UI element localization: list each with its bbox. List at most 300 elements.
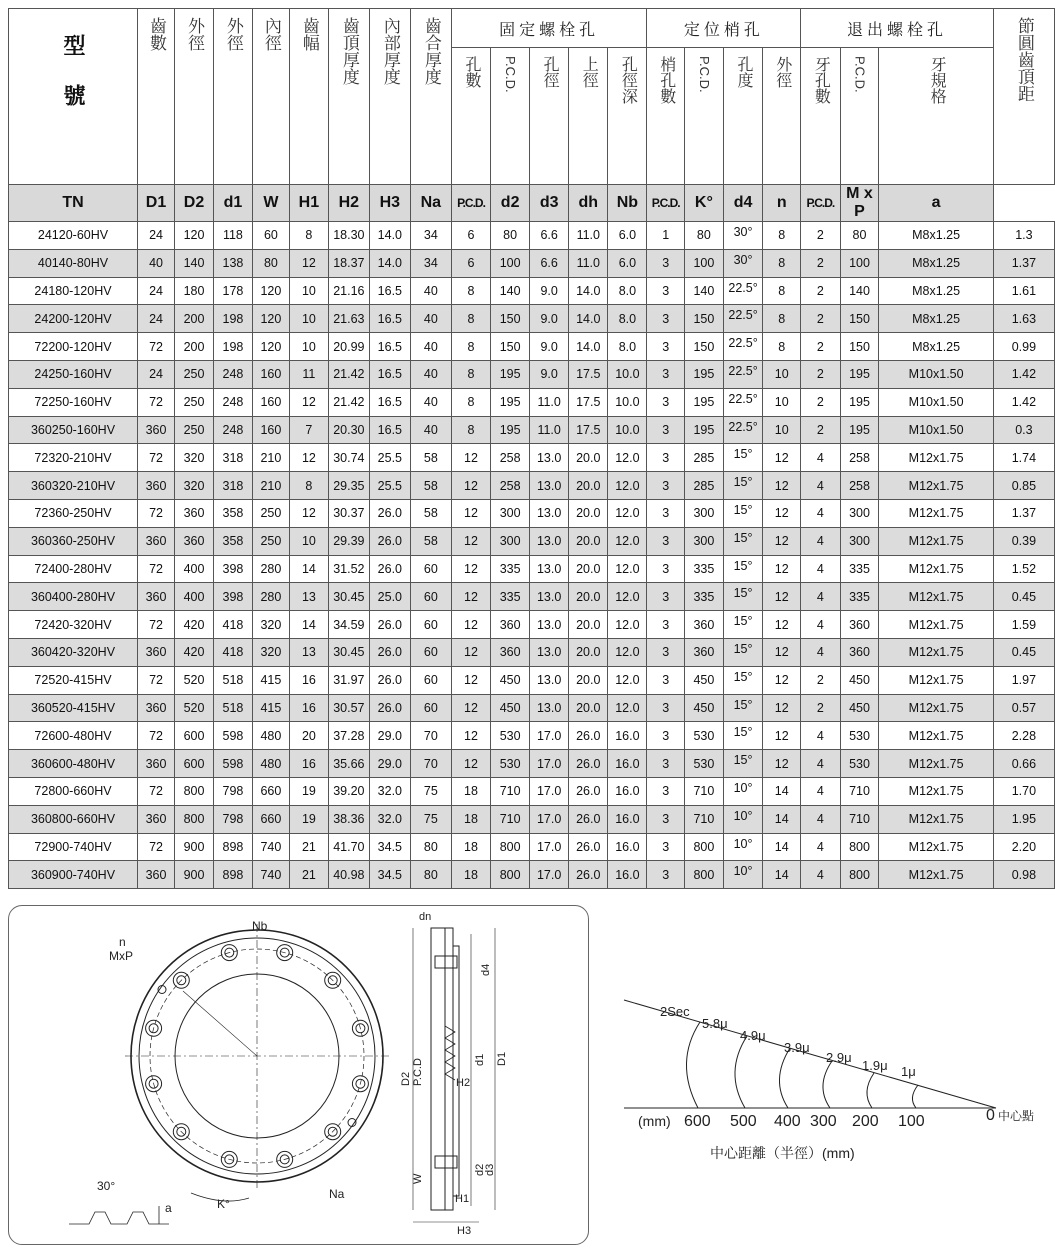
table-cell: 210 xyxy=(252,472,289,500)
table-cell: 1.74 xyxy=(993,444,1054,472)
subheader-text-10: P.C.D. xyxy=(852,56,868,93)
table-cell: 195 xyxy=(491,360,530,388)
table-cell: 14 xyxy=(289,555,328,583)
table-cell: 4 xyxy=(801,499,840,527)
table-cell: 250 xyxy=(252,499,289,527)
group-locating-pin: 定位梢孔 xyxy=(647,9,801,48)
table-cell: 660 xyxy=(252,805,289,833)
table-cell: 320 xyxy=(175,472,214,500)
table-cell: 60 xyxy=(410,611,451,639)
table-cell: 80 xyxy=(410,861,451,889)
group-ejector-bolt: 退出螺栓孔 xyxy=(801,9,994,48)
table-cell: 31.52 xyxy=(328,555,369,583)
table-cell: 2 xyxy=(801,249,840,277)
table-cell: 8 xyxy=(763,305,801,333)
chart-label-1: 5.8μ xyxy=(702,1016,728,1031)
label-d4: d4 xyxy=(480,963,492,976)
table-cell: M12x1.75 xyxy=(879,472,993,500)
table-cell: 200 xyxy=(175,305,214,333)
table-cell: 12.0 xyxy=(608,472,647,500)
table-cell: 21 xyxy=(289,833,328,861)
table-cell: 26.0 xyxy=(569,861,608,889)
table-cell: 6.6 xyxy=(530,222,569,250)
table-cell: M12x1.75 xyxy=(879,555,993,583)
table-cell: 798 xyxy=(213,777,252,805)
table-cell: 1.37 xyxy=(993,499,1054,527)
table-cell: 200 xyxy=(175,333,214,361)
table-cell: 34.5 xyxy=(369,861,410,889)
table-cell: 3 xyxy=(647,694,684,722)
table-cell: 420 xyxy=(175,611,214,639)
chart-label-5: 1.9μ xyxy=(862,1058,888,1073)
table-row xyxy=(9,722,1055,750)
table-cell: 2.20 xyxy=(993,833,1054,861)
table-cell: 140 xyxy=(840,277,879,305)
table-cell: 16 xyxy=(289,750,328,778)
table-cell: 800 xyxy=(684,861,723,889)
symbol-19: M x P xyxy=(840,185,879,222)
table-cell: 518 xyxy=(213,666,252,694)
table-cell: 14.0 xyxy=(369,222,410,250)
table-cell: 40 xyxy=(410,333,451,361)
table-cell: 24120-60HV xyxy=(9,222,138,250)
table-row xyxy=(9,305,1055,333)
table-cell: 335 xyxy=(684,583,723,611)
table-cell: M12x1.75 xyxy=(879,777,993,805)
table-cell: 0.85 xyxy=(993,472,1054,500)
table-cell: M12x1.75 xyxy=(879,694,993,722)
table-cell: 1.37 xyxy=(993,249,1054,277)
table-cell: 898 xyxy=(213,833,252,861)
table-cell: 3 xyxy=(647,638,684,666)
table-cell: 600 xyxy=(175,722,214,750)
table-cell: 0.3 xyxy=(993,416,1054,444)
subheader-text-6: P.C.D. xyxy=(696,56,712,93)
table-cell: 360 xyxy=(138,638,175,666)
table-cell: 24180-120HV xyxy=(9,277,138,305)
table-cell: 800 xyxy=(840,861,879,889)
header-pitch-text: 節圓齒頂距 xyxy=(1014,17,1034,102)
table-cell: 15° xyxy=(723,583,762,611)
table-cell: 100 xyxy=(840,249,879,277)
table-cell: 10° xyxy=(723,833,762,861)
table-cell: 320 xyxy=(252,611,289,639)
table-cell: 800 xyxy=(684,833,723,861)
table-cell: 450 xyxy=(491,694,530,722)
table-cell: 72400-280HV xyxy=(9,555,138,583)
table-cell: 40 xyxy=(410,388,451,416)
table-row xyxy=(9,277,1055,305)
table-cell: 3 xyxy=(647,722,684,750)
table-row xyxy=(9,611,1055,639)
table-cell: 335 xyxy=(491,583,530,611)
table-cell: 26.0 xyxy=(569,777,608,805)
table-cell: 300 xyxy=(684,527,723,555)
table-cell: 150 xyxy=(840,333,879,361)
subheader-text-4: 孔徑深 xyxy=(619,56,637,104)
table-cell: 72800-660HV xyxy=(9,777,138,805)
table-cell: 8 xyxy=(451,333,490,361)
table-cell: 26.0 xyxy=(569,750,608,778)
table-cell: M10x1.50 xyxy=(879,416,993,444)
table-cell: 4 xyxy=(801,472,840,500)
subheader-text-11: 牙規格 xyxy=(928,56,946,104)
table-cell: 2 xyxy=(801,360,840,388)
table-cell: 24250-160HV xyxy=(9,360,138,388)
table-cell: 250 xyxy=(175,416,214,444)
symbol-16: d4 xyxy=(723,185,762,222)
table-cell: 24 xyxy=(138,277,175,305)
table-cell: 22.5° xyxy=(723,333,762,361)
table-cell: 8 xyxy=(451,305,490,333)
table-cell: 40.98 xyxy=(328,861,369,889)
table-cell: M8x1.25 xyxy=(879,333,993,361)
table-row xyxy=(9,638,1055,666)
symbol-13: Nb xyxy=(608,185,647,222)
table-cell: 13.0 xyxy=(530,694,569,722)
table-cell: 17.0 xyxy=(530,777,569,805)
table-cell: 2 xyxy=(801,416,840,444)
table-cell: 17.0 xyxy=(530,861,569,889)
table-cell: 14 xyxy=(763,861,801,889)
table-cell: 10 xyxy=(289,527,328,555)
subheader-text-5: 梢孔數 xyxy=(657,56,675,104)
table-cell: 26.0 xyxy=(369,694,410,722)
table-cell: 20.0 xyxy=(569,583,608,611)
table-cell: 12 xyxy=(289,388,328,416)
table-cell: 6 xyxy=(451,222,490,250)
table-cell: 160 xyxy=(252,360,289,388)
label-nb: Nb xyxy=(252,919,268,933)
table-cell: 10 xyxy=(289,333,328,361)
table-cell: 0.45 xyxy=(993,638,1054,666)
table-cell: 21.16 xyxy=(328,277,369,305)
label-d1: d1 xyxy=(474,1053,486,1066)
table-cell: M10x1.50 xyxy=(879,388,993,416)
table-cell: 12 xyxy=(763,611,801,639)
table-cell: 3 xyxy=(647,333,684,361)
table-cell: 3 xyxy=(647,444,684,472)
table-cell: 4 xyxy=(801,777,840,805)
table-cell: 360 xyxy=(684,638,723,666)
table-cell: 2 xyxy=(801,388,840,416)
table-cell: 72250-160HV xyxy=(9,388,138,416)
table-cell: 280 xyxy=(252,583,289,611)
table-cell: 8.0 xyxy=(608,305,647,333)
table-cell: 17.5 xyxy=(569,388,608,416)
table-cell: 30.45 xyxy=(328,583,369,611)
tick-300: 300 xyxy=(810,1113,837,1130)
table-cell: 10 xyxy=(763,388,801,416)
table-cell: 40 xyxy=(410,360,451,388)
table-cell: 1.52 xyxy=(993,555,1054,583)
table-cell: 1 xyxy=(647,222,684,250)
table-cell: 3 xyxy=(647,305,684,333)
symbol-15: K° xyxy=(684,185,723,222)
table-cell: 12 xyxy=(763,750,801,778)
table-cell: 210 xyxy=(252,444,289,472)
table-cell: 12.0 xyxy=(608,527,647,555)
table-cell: 285 xyxy=(684,472,723,500)
table-cell: 80 xyxy=(410,833,451,861)
table-cell: 12 xyxy=(763,472,801,500)
tick-200: 200 xyxy=(852,1113,879,1130)
table-cell: 140 xyxy=(175,249,214,277)
table-cell: 29.35 xyxy=(328,472,369,500)
table-cell: 32.0 xyxy=(369,777,410,805)
symbol-9: P.C.D. xyxy=(451,185,490,222)
table-cell: 8 xyxy=(451,360,490,388)
table-cell: 7 xyxy=(289,416,328,444)
table-cell: 4 xyxy=(801,555,840,583)
table-cell: 360 xyxy=(138,805,175,833)
table-cell: 18 xyxy=(451,861,490,889)
table-cell: 358 xyxy=(213,527,252,555)
tick-100: 100 xyxy=(898,1113,925,1130)
table-cell: 160 xyxy=(252,388,289,416)
table-cell: 16.0 xyxy=(608,833,647,861)
table-cell: 258 xyxy=(491,472,530,500)
table-cell: 4 xyxy=(801,750,840,778)
subheader-10 xyxy=(840,48,879,185)
table-cell: 2 xyxy=(801,305,840,333)
table-cell: 600 xyxy=(175,750,214,778)
table-cell: 660 xyxy=(252,777,289,805)
table-cell: 9.0 xyxy=(530,333,569,361)
table-cell: 12 xyxy=(763,694,801,722)
table-cell: M12x1.75 xyxy=(879,638,993,666)
table-cell: 4 xyxy=(801,805,840,833)
subheader-0 xyxy=(451,48,490,185)
table-cell: 1.70 xyxy=(993,777,1054,805)
table-row xyxy=(9,777,1055,805)
table-cell: 798 xyxy=(213,805,252,833)
table-cell: 450 xyxy=(491,666,530,694)
table-cell: 12 xyxy=(451,638,490,666)
table-cell: 70 xyxy=(410,750,451,778)
table-cell: 72420-320HV xyxy=(9,611,138,639)
table-cell: 30.74 xyxy=(328,444,369,472)
table-cell: 3 xyxy=(647,416,684,444)
subheader-text-7: 孔度 xyxy=(735,56,753,88)
accuracy-chart-svg xyxy=(612,990,1052,1190)
table-cell: 250 xyxy=(175,360,214,388)
table-cell: 22.5° xyxy=(723,305,762,333)
table-cell: 3 xyxy=(647,472,684,500)
table-cell: 360600-480HV xyxy=(9,750,138,778)
table-cell: 16 xyxy=(289,666,328,694)
table-cell: 12 xyxy=(451,499,490,527)
table-cell: 16 xyxy=(289,694,328,722)
table-cell: 17.5 xyxy=(569,416,608,444)
table-cell: 12.0 xyxy=(608,666,647,694)
table-cell: 40 xyxy=(410,305,451,333)
table-cell: 248 xyxy=(213,416,252,444)
table-cell: 10.0 xyxy=(608,416,647,444)
table-cell: 15° xyxy=(723,527,762,555)
table-cell: 12.0 xyxy=(608,583,647,611)
table-cell: 0.66 xyxy=(993,750,1054,778)
table-cell: 8.0 xyxy=(608,277,647,305)
table-cell: 360 xyxy=(138,527,175,555)
table-cell: 6 xyxy=(451,249,490,277)
table-cell: 415 xyxy=(252,666,289,694)
header-id xyxy=(252,9,289,185)
table-row xyxy=(9,750,1055,778)
table-cell: 12.0 xyxy=(608,638,647,666)
table-cell: 12 xyxy=(289,499,328,527)
table-cell: 280 xyxy=(252,555,289,583)
table-cell: M12x1.75 xyxy=(879,583,993,611)
table-cell: 320 xyxy=(175,444,214,472)
table-cell: 120 xyxy=(252,333,289,361)
table-cell: 140 xyxy=(684,277,723,305)
table-cell: 1.97 xyxy=(993,666,1054,694)
table-cell: 195 xyxy=(840,360,879,388)
table-cell: 150 xyxy=(684,333,723,361)
table-cell: 20.0 xyxy=(569,694,608,722)
table-cell: 3 xyxy=(647,611,684,639)
table-cell: 10 xyxy=(289,305,328,333)
table-cell: 60 xyxy=(410,583,451,611)
table-cell: 26.0 xyxy=(569,833,608,861)
table-cell: 3 xyxy=(647,527,684,555)
symbol-12: dh xyxy=(569,185,608,222)
table-cell: 360250-160HV xyxy=(9,416,138,444)
table-cell: M12x1.75 xyxy=(879,611,993,639)
table-cell: 3 xyxy=(647,666,684,694)
table-cell: 8 xyxy=(763,333,801,361)
table-cell: 900 xyxy=(175,861,214,889)
table-cell: 38.36 xyxy=(328,805,369,833)
table-cell: 318 xyxy=(213,444,252,472)
table-cell: 12 xyxy=(763,527,801,555)
table-cell: 17.0 xyxy=(530,833,569,861)
table-cell: 180 xyxy=(175,277,214,305)
spec-table xyxy=(8,8,1055,889)
table-cell: 195 xyxy=(684,388,723,416)
table-cell: M8x1.25 xyxy=(879,249,993,277)
table-cell: 72360-250HV xyxy=(9,499,138,527)
table-cell: 120 xyxy=(252,305,289,333)
table-cell: 12 xyxy=(451,527,490,555)
table-cell: 195 xyxy=(840,388,879,416)
table-cell: 39.20 xyxy=(328,777,369,805)
table-cell: M8x1.25 xyxy=(879,222,993,250)
table-cell: 258 xyxy=(491,444,530,472)
table-cell: 37.28 xyxy=(328,722,369,750)
table-cell: 75 xyxy=(410,777,451,805)
label-angle: 30° xyxy=(97,1179,116,1193)
table-cell: 4 xyxy=(801,833,840,861)
subheader-text-9: 牙孔數 xyxy=(812,56,830,104)
table-cell: 1.3 xyxy=(993,222,1054,250)
table-cell: 72 xyxy=(138,722,175,750)
table-cell: 29.39 xyxy=(328,527,369,555)
subheader-6 xyxy=(684,48,723,185)
table-row xyxy=(9,249,1055,277)
symbol-17: n xyxy=(763,185,801,222)
table-cell: 16.5 xyxy=(369,388,410,416)
table-cell: 710 xyxy=(491,805,530,833)
table-cell: 15° xyxy=(723,499,762,527)
table-cell: 2.28 xyxy=(993,722,1054,750)
table-cell: 4 xyxy=(801,527,840,555)
chart-unit: (mm) xyxy=(638,1113,671,1129)
table-cell: 20.0 xyxy=(569,527,608,555)
table-cell: 250 xyxy=(252,527,289,555)
front-view xyxy=(125,924,389,1201)
table-cell: 22.5° xyxy=(723,360,762,388)
table-cell: 16.5 xyxy=(369,333,410,361)
table-cell: 25.5 xyxy=(369,444,410,472)
table-cell: 0.45 xyxy=(993,583,1054,611)
table-cell: 10.0 xyxy=(608,388,647,416)
table-cell: 20.0 xyxy=(569,444,608,472)
table-cell: 598 xyxy=(213,750,252,778)
table-cell: 12.0 xyxy=(608,694,647,722)
table-cell: 18 xyxy=(451,777,490,805)
model-header-text: 型號 xyxy=(61,34,86,134)
table-cell: 19 xyxy=(289,777,328,805)
table-cell: 40 xyxy=(410,277,451,305)
table-cell: 3 xyxy=(647,583,684,611)
table-cell: 530 xyxy=(491,722,530,750)
table-cell: 258 xyxy=(840,472,879,500)
table-cell: 12.0 xyxy=(608,499,647,527)
table-cell: 150 xyxy=(840,305,879,333)
table-cell: 800 xyxy=(491,861,530,889)
table-cell: 360320-210HV xyxy=(9,472,138,500)
table-cell: 20.0 xyxy=(569,611,608,639)
label-h3: H3 xyxy=(457,1225,472,1237)
table-cell: 0.39 xyxy=(993,527,1054,555)
subheader-8 xyxy=(763,48,801,185)
table-cell: 13 xyxy=(289,638,328,666)
table-cell: 13.0 xyxy=(530,555,569,583)
table-cell: 17.0 xyxy=(530,722,569,750)
table-cell: 195 xyxy=(491,388,530,416)
group-fixed-bolt: 固定螺栓孔 xyxy=(451,9,647,48)
table-cell: 18.30 xyxy=(328,222,369,250)
table-cell: 120 xyxy=(175,222,214,250)
table-cell: 898 xyxy=(213,861,252,889)
table-cell: 178 xyxy=(213,277,252,305)
table-cell: 4 xyxy=(801,583,840,611)
table-cell: 12 xyxy=(451,694,490,722)
table-cell: 140 xyxy=(491,277,530,305)
gear-drawing-panel xyxy=(8,905,589,1245)
table-cell: 3 xyxy=(647,861,684,889)
table-cell: 300 xyxy=(491,527,530,555)
table-cell: 450 xyxy=(684,694,723,722)
header-pitch xyxy=(993,9,1054,185)
chart-label-0: 2Sec xyxy=(660,1004,690,1019)
table-cell: 30° xyxy=(723,249,762,277)
table-cell: 360800-660HV xyxy=(9,805,138,833)
label-na: Na xyxy=(329,1187,345,1201)
symbol-7: H3 xyxy=(369,185,410,222)
symbol-3: d1 xyxy=(213,185,252,222)
table-cell: 520 xyxy=(175,666,214,694)
table-cell: 3 xyxy=(647,805,684,833)
table-cell: 12 xyxy=(451,750,490,778)
header-width-text: 齒幅 xyxy=(299,17,319,51)
tick-500: 500 xyxy=(730,1113,757,1130)
table-cell: 360360-250HV xyxy=(9,527,138,555)
table-cell: 14 xyxy=(763,805,801,833)
header-od2 xyxy=(213,9,252,185)
